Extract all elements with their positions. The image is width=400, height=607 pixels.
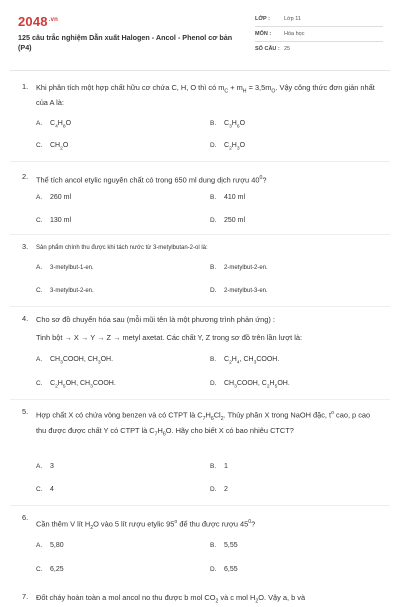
option-a[interactable]: [36, 194, 71, 201]
option-b[interactable]: [210, 356, 279, 365]
option-d[interactable]: [210, 486, 228, 493]
option-b[interactable]: [210, 463, 228, 470]
logo-text: 2048: [18, 14, 48, 29]
question-number: 1.: [22, 82, 29, 91]
option-label: B.: [210, 463, 217, 470]
option-text: 6,55: [224, 566, 238, 573]
option-text: 1: [224, 463, 228, 470]
option-label: D.: [210, 566, 217, 573]
question-text-line-2: Tinh bột → X → Y → Z → metyl axetat. Các chất Y, Z trong sơ đồ trên lần lượt là:: [36, 333, 303, 342]
grade-label: LỚP :: [255, 16, 270, 22]
option-a[interactable]: [36, 463, 54, 470]
option-d[interactable]: [210, 380, 290, 389]
question-number: 6.: [22, 513, 29, 522]
option-a[interactable]: [36, 356, 113, 365]
option-label: C.: [36, 287, 43, 294]
site-logo[interactable]: [18, 14, 58, 29]
option-text: $CH_2O$: [50, 142, 69, 152]
option-text: $C_2H_4$, $CH_3COOH$.: [224, 356, 280, 366]
document-title: 125 câu trắc nghiệm Dẫn xuất Halogen - Ancol - Phenol cơ bản (P4): [18, 33, 233, 52]
option-c[interactable]: [36, 380, 116, 389]
option-label: D.: [210, 217, 217, 224]
question-divider: [10, 399, 390, 400]
option-d[interactable]: [210, 142, 245, 151]
option-c[interactable]: [36, 142, 68, 151]
option-c[interactable]: [36, 217, 71, 224]
question-number: 5.: [22, 407, 29, 416]
option-text: 3-metylbut-1-en.: [50, 265, 94, 271]
subject-label: MÔN :: [255, 31, 272, 37]
question-text: Thể tích ancol etylic nguyên chất có trong 650 ml dung dịch rượu $40^0$?: [36, 175, 267, 185]
option-c[interactable]: [36, 486, 54, 493]
question-number: 2.: [22, 172, 29, 181]
option-text: 5,80: [50, 542, 64, 549]
question-text: Cho sơ đồ chuyển hóa sau (mỗi mũi tên là một phương trình phản ứng) :: [36, 315, 275, 324]
option-text: $CH_3COOH$, $CH_3OH$.: [50, 356, 114, 366]
option-label: B.: [210, 120, 217, 127]
subject-value: Hóa học: [284, 31, 305, 37]
header: [0, 0, 400, 68]
option-text: 260 ml: [50, 194, 72, 201]
question-number: 3.: [22, 242, 29, 251]
option-label: A.: [36, 120, 43, 127]
option-label: D.: [210, 142, 217, 149]
option-b[interactable]: [210, 120, 245, 129]
option-label: D.: [210, 380, 217, 387]
option-a[interactable]: [36, 542, 64, 549]
option-text: $C_3H_6O$: [224, 120, 246, 130]
grade-value: Lớp 11: [284, 16, 301, 22]
option-label: C.: [36, 486, 43, 493]
option-label: B.: [210, 356, 217, 363]
option-label: A.: [36, 463, 43, 470]
option-text: 3: [50, 463, 54, 470]
option-c[interactable]: [36, 287, 94, 294]
option-label: B.: [210, 264, 217, 271]
question-divider: [10, 306, 390, 307]
option-label: B.: [210, 194, 217, 201]
option-label: B.: [210, 542, 217, 549]
option-d[interactable]: [210, 287, 268, 294]
option-text: 4: [50, 486, 54, 493]
option-text: $CH_3COOH$, $C_2H_5OH$.: [224, 380, 290, 390]
header-divider: [10, 70, 390, 71]
option-label: A.: [36, 542, 43, 549]
option-a[interactable]: [36, 120, 71, 129]
option-text: $C_2H_5OH$, $CH_3COOH$.: [50, 380, 116, 390]
count-value: 25: [284, 46, 291, 52]
option-text: 5,55: [224, 542, 238, 549]
option-label: C.: [36, 217, 43, 224]
option-label: A.: [36, 356, 43, 363]
question-text: Khi phân tích một hợp chất hữu cơ chứa C, H, O thì có $m_C + m_H = 3,5m_O$. Vậy công thức đơn giản nhất của A là:: [36, 83, 375, 108]
option-label: C.: [36, 380, 43, 387]
option-text: 2-metylbut-3-en.: [224, 288, 268, 294]
option-label: D.: [210, 486, 217, 493]
option-label: D.: [210, 287, 217, 294]
option-text: 6,25: [50, 566, 64, 573]
option-d[interactable]: [210, 217, 245, 224]
option-text: $C_4H_8O$: [50, 120, 72, 130]
question-text: Đốt cháy hoàn toàn a mol ancol no thu được b mol $CO_2$ và c mol $H_2O$. Vậy a, b và: [36, 593, 306, 605]
question-divider: [10, 505, 390, 506]
question-text: Sản phẩm chính thu được khi tách nước từ 3-metylbutan-2-ol là:: [36, 245, 208, 251]
option-label: A.: [36, 264, 43, 271]
option-b[interactable]: [210, 194, 245, 201]
option-label: A.: [36, 194, 43, 201]
option-label: C.: [36, 566, 43, 573]
question-number: 7.: [22, 592, 29, 601]
option-d[interactable]: [210, 566, 238, 573]
meta-divider: [255, 26, 383, 27]
option-text: 2: [224, 486, 228, 493]
option-text: 410 ml: [224, 194, 246, 201]
option-b[interactable]: [210, 264, 268, 271]
option-text: 2-metylbut-2-en.: [224, 265, 268, 271]
option-text: $C_2H_3O$: [224, 142, 246, 152]
option-text: 130 ml: [50, 217, 72, 224]
option-label: C.: [36, 142, 43, 149]
question-divider: [10, 161, 390, 162]
meta-divider: [255, 41, 383, 42]
option-text: 3-metylbut-2-en.: [50, 288, 94, 294]
question-text: Cần thêm V lít $H_2O$ vào 5 lít rượu etylic 95$^o$ để thu được rượu $45^0$?: [36, 519, 256, 531]
option-text: 250 ml: [224, 217, 246, 224]
option-a[interactable]: [36, 264, 94, 271]
question-number: 4.: [22, 314, 29, 323]
option-b[interactable]: [210, 542, 238, 549]
question-text: Hợp chất X có chứa vòng benzen và có CTPT là $C_7H_6Cl_2$. Thủy phân X trong NaOH đặc, $t^o$ cao, p cao thu được được chất Y có CTPT là $C_7H_6O$. Hãy cho biết X có bao nhiêu CTCT?: [36, 410, 371, 438]
count-label: SỐ CÂU :: [255, 46, 280, 52]
logo-suffix: .vn: [48, 16, 59, 23]
question-divider: [10, 234, 390, 235]
option-c[interactable]: [36, 566, 64, 573]
